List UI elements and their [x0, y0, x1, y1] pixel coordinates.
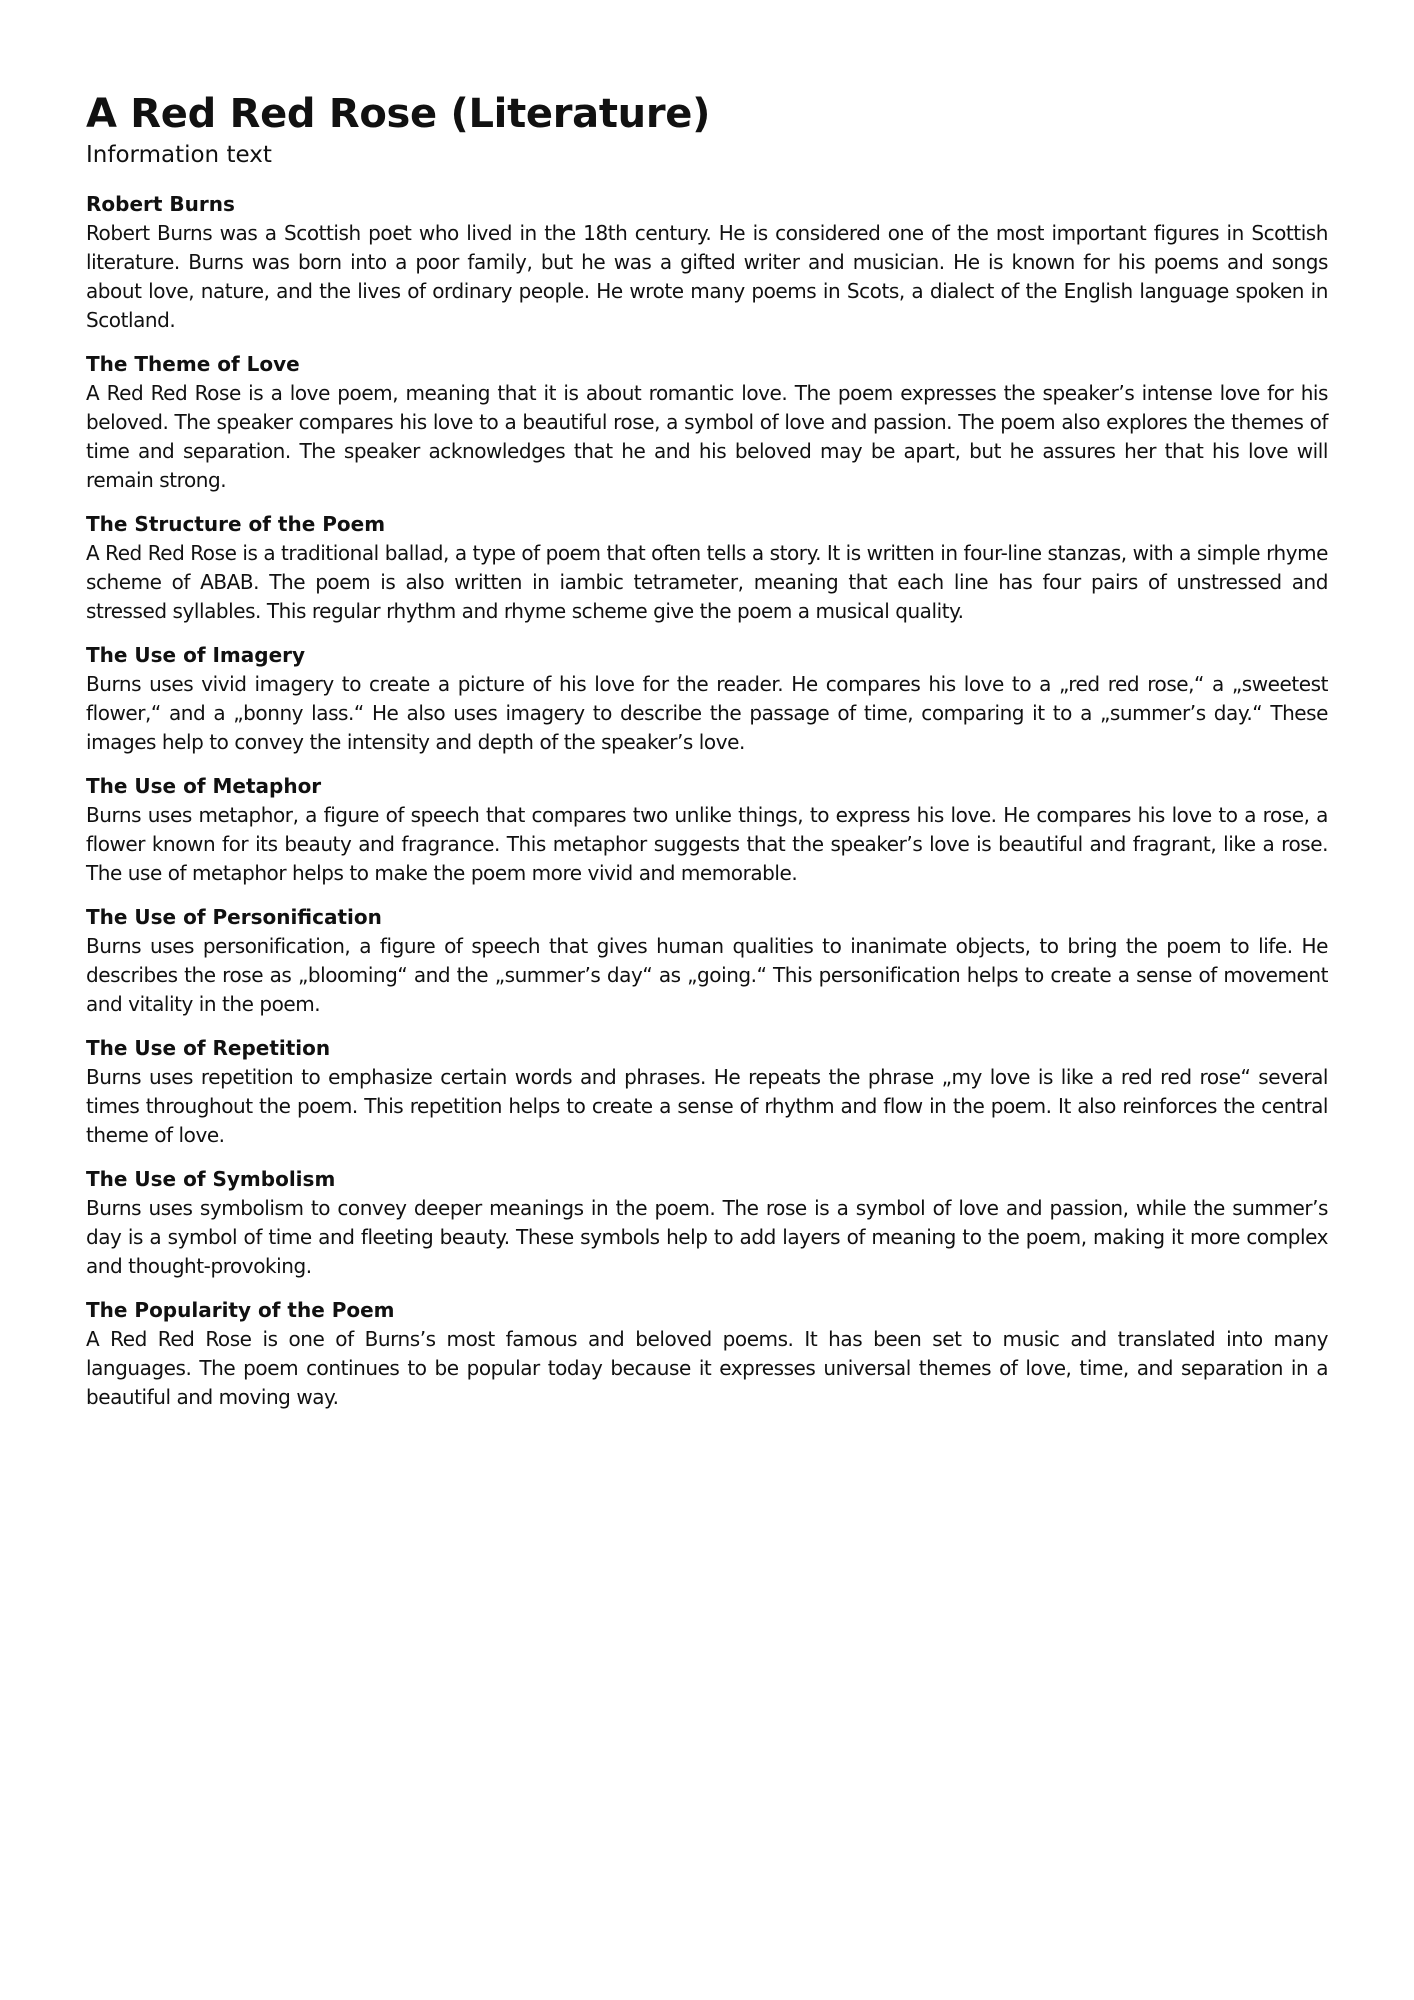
section-body: A Red Red Rose is a love poem, meaning that it is about romantic love. The poem expresses the speaker’s intense love for his beloved. The speaker compares his love to a beautiful rose, a symbol of love and passion. The poem also explores the themes of time and separation. The speaker acknowledges that he and his beloved may be apart, but he assures her that his love will remain strong.: [86, 381, 1328, 492]
section-heading: Robert Burns: [86, 192, 235, 216]
document-page: [86, 88, 1328, 1427]
section-heading: The Use of Imagery: [86, 643, 306, 667]
section-use-of-metaphor: [86, 772, 1328, 888]
section-popularity-of-the-poem: [86, 1296, 1328, 1412]
section-heading: The Use of Personification: [86, 905, 382, 929]
section-use-of-imagery: [86, 641, 1328, 757]
section-use-of-symbolism: [86, 1165, 1328, 1281]
section-structure-of-the-poem: [86, 510, 1328, 626]
section-body: Burns uses personification, a figure of speech that gives human qualities to inanimate objects, to bring the poem to life. He describes the rose as „blooming“ and the „summer’s day“ as „going.“ This personification helps to create a sense of movement and vitality in the poem.: [86, 934, 1328, 1016]
section-theme-of-love: [86, 350, 1328, 495]
section-robert-burns: [86, 190, 1328, 335]
section-heading: The Structure of the Poem: [86, 512, 386, 536]
section-use-of-repetition: [86, 1034, 1328, 1150]
section-heading: The Popularity of the Poem: [86, 1298, 395, 1322]
section-body: A Red Red Rose is a traditional ballad, a type of poem that often tells a story. It is written in four-line stanzas, with a simple rhyme scheme of ABAB. The poem is also written in iambic tetrameter, meaning that each line has four pairs of unstressed and stressed syllables. This regular rhythm and rhyme scheme give the poem a musical quality.: [86, 541, 1328, 623]
section-body: Burns uses symbolism to convey deeper meanings in the poem. The rose is a symbol of love and passion, while the summer’s day is a symbol of time and fleeting beauty. These symbols help to add layers of meaning to the poem, making it more complex and thought-provoking.: [86, 1196, 1328, 1278]
section-body: Burns uses vivid imagery to create a picture of his love for the reader. He compares his love to a „red red rose,“ a „sweetest flower,“ and a „bonny lass.“ He also uses imagery to describe the passage of time, comparing it to a „summer’s day.“ These images help to convey the intensity and depth of the speaker’s love.: [86, 672, 1328, 754]
section-body: A Red Red Rose is one of Burns’s most famous and beloved poems. It has been set to music and translated into many languages. The poem continues to be popular today because it expresses universal themes of love, time, and separation in a beautiful and moving way.: [86, 1327, 1328, 1409]
section-body: Burns uses repetition to emphasize certain words and phrases. He repeats the phrase „my love is like a red red rose“ several times throughout the poem. This repetition helps to create a sense of rhythm and flow in the poem. It also reinforces the central theme of love.: [86, 1065, 1328, 1147]
section-use-of-personification: [86, 903, 1328, 1019]
section-heading: The Use of Symbolism: [86, 1167, 336, 1191]
document-title: A Red Red Rose (Literature): [86, 91, 711, 137]
section-heading: The Use of Repetition: [86, 1036, 331, 1060]
section-body: Burns uses metaphor, a figure of speech that compares two unlike things, to express his love. He compares his love to a rose, a flower known for its beauty and fragrance. This metaphor suggests that the speaker’s love is beautiful and fragrant, like a rose. The use of metaphor helps to make the poem more vivid and memorable.: [86, 803, 1328, 885]
section-heading: The Theme of Love: [86, 352, 300, 376]
section-body: Robert Burns was a Scottish poet who lived in the 18th century. He is considered one of the most important figures in Scottish literature. Burns was born into a poor family, but he was a gifted writer and musician. He is known for his poems and songs about love, nature, and the lives of ordinary people. He wrote many poems in Scots, a dialect of the English language spoken in Scotland.: [86, 221, 1328, 332]
section-heading: The Use of Metaphor: [86, 774, 322, 798]
document-subtitle: Information text: [86, 142, 272, 168]
